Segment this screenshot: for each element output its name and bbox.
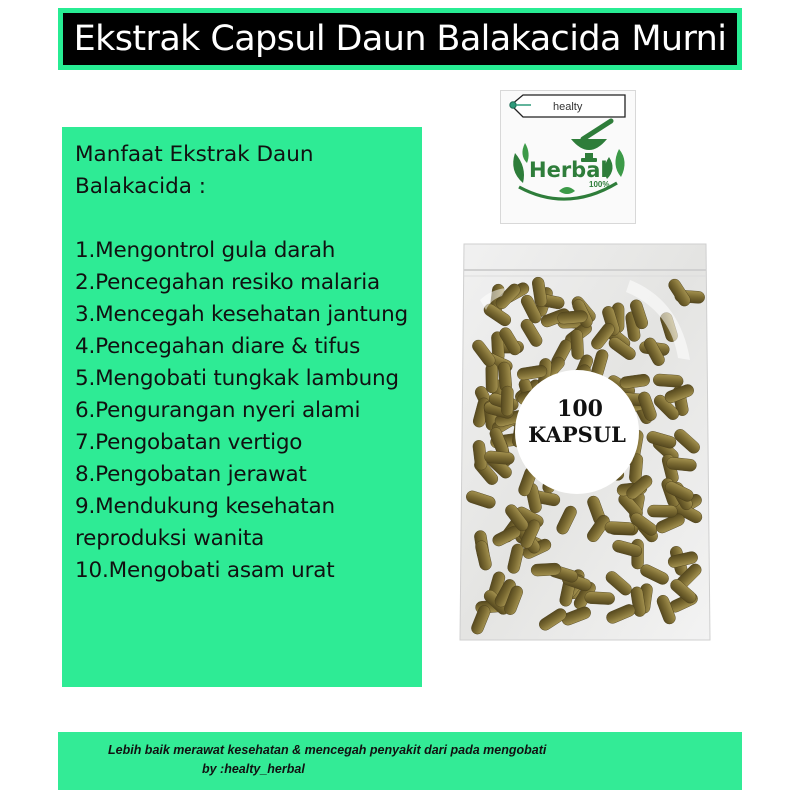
benefit-item: 7.Pengobatan vertigo [75,430,303,455]
benefit-item: 1.Mengontrol gula darah [75,238,336,263]
footer-slogan: Lebih baik merawat kesehatan & mencegah penyakit dari pada mengobati [108,743,547,757]
capsule [653,374,684,388]
title-bar [63,13,737,65]
logo-percent-text: 100% [589,180,610,189]
capsule [486,363,499,393]
title-banner [58,8,742,70]
capsule [557,310,588,325]
capsule [501,386,514,416]
benefit-item: 5.Mengobati tungkak lambung [75,366,399,391]
logo-brand-text: Herbal [529,158,608,182]
benefit-item: 10.Mengobati asam urat [75,558,335,583]
benefit-list [75,235,422,587]
footer-credit: by :healty_herbal [202,762,305,776]
badge-count: 100 [557,396,603,422]
product-image [450,240,720,650]
capsule [570,329,584,360]
capsule [647,505,677,518]
capsule [605,521,636,535]
badge-unit: KAPSUL [528,422,626,447]
mortar-pestle-leaf-icon [501,91,635,223]
benefit-item: 4.Pencegahan diare & tifus [75,334,361,359]
capsule [584,591,615,605]
capsule [531,563,562,577]
benefits-panel [62,127,422,687]
brand-logo [500,90,636,224]
page-title: Ekstrak Capsul Daun Balakacida Murni [73,19,727,59]
benefit-item: 6.Pengurangan nyeri alami [75,398,361,423]
logo-tag-text: healty [553,101,583,113]
benefit-item: 9.Mendukung kesehatan reproduksi wanita [75,494,335,551]
benefit-item: 8.Pengobatan jerawat [75,462,307,487]
footer-banner [58,732,742,790]
capsule-pouch-photo [450,240,720,650]
benefits-heading: Manfaat Ekstrak Daun Balakacida : [75,142,314,199]
benefit-item: 3.Mencegah kesehatan jantung [75,302,408,327]
capsule [484,450,515,465]
benefit-item: 2.Pencegahan resiko malaria [75,270,380,295]
